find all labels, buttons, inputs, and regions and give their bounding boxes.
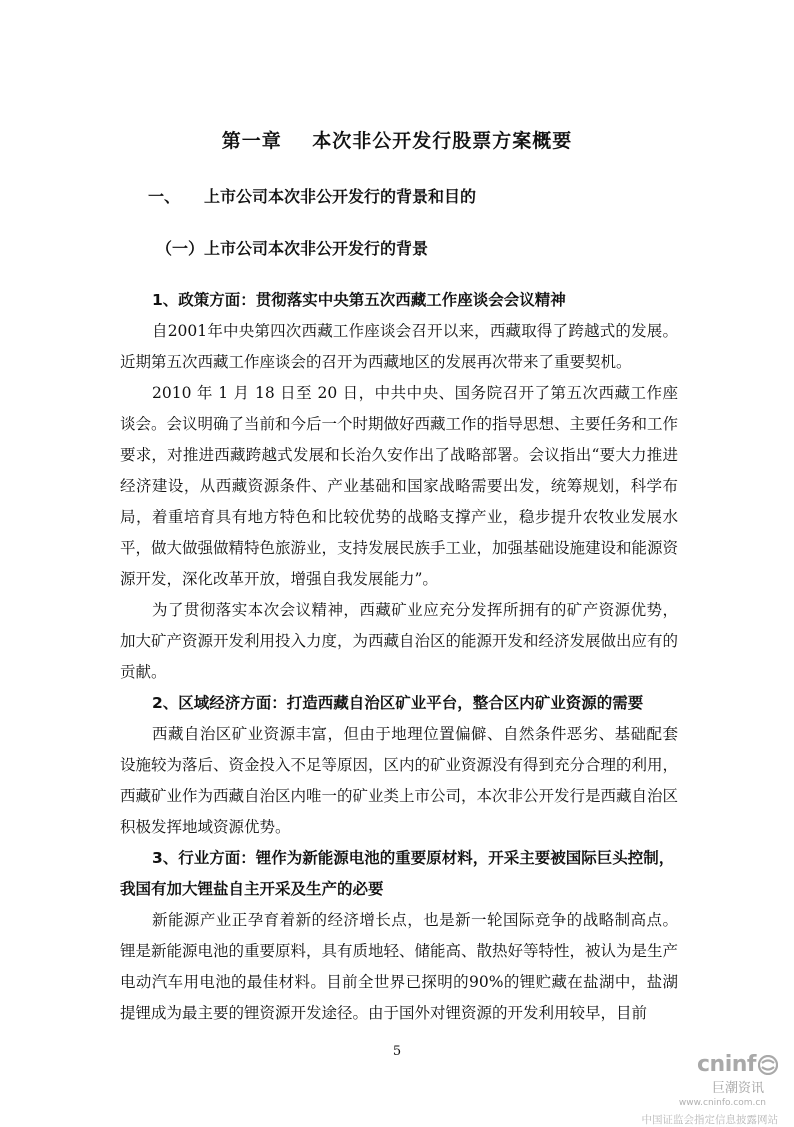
watermark-logo	[697, 1052, 778, 1077]
item3-heading: 3、行业方面：锂作为新能源电池的重要原材料，开采主要被国际巨头控制，我国有加大锂盐自主开采及生产的必要	[120, 849, 675, 898]
watermark-cn-name: 巨潮资讯	[711, 1081, 764, 1096]
cninfo-watermark	[628, 1052, 778, 1127]
item1-heading: 1、政策方面：贯彻落实中央第五次西藏工作座谈会会议精神	[152, 291, 566, 309]
cninfo-swirl-icon	[758, 1055, 778, 1075]
item1-paragraph-2: 2010 年 1 月 18 日至 20 日，中共中央、国务院召开了第五次西藏工作座谈会。会议明确了当前和今后一个时期做好西藏工作的指导思想、主要任务和工作要求，对推进西藏跨越式发展和长治久安作出了战略部署。会议指出“要大力推进经济建设，从西藏资源条件、产业基础和国家战略需要出发，统筹规划，科学布局，着重培育具有地方特色和比较优势的战略支撑产业，稳步提升农牧业发展水平，做大做强做精特色旅游业，支持发展民族手工业，加强基础设施建设和能源资源开发，深化改革开放，增强自我发展能力”。	[120, 384, 679, 588]
item1-paragraph-1: 自2001年中央第四次西藏工作座谈会召开以来，西藏取得了跨越式的发展。近期第五次西藏工作座谈会的召开为西藏地区的发展再次带来了重要契机。	[120, 322, 678, 371]
watermark-logo-text: cninf	[697, 1052, 756, 1077]
watermark-url: www.cninfo.com.cn	[678, 1098, 766, 1108]
subsection-heading: （一）上市公司本次非公开发行的背景	[156, 239, 429, 258]
item2-paragraph-1: 西藏自治区矿业资源丰富，但由于地理位置偏僻、自然条件恶劣、基础配套设施较为落后、资金投入不足等原因，区内的矿业资源没有得到充分合理的利用，西藏矿业作为西藏自治区内唯一的矿业类上市公司，本次非公开发行是西藏自治区积极发挥地域资源优势。	[120, 725, 679, 836]
section-number: 一、	[148, 187, 181, 206]
item2-heading: 2、区域经济方面：打造西藏自治区矿业平台，整合区内矿业资源的需要	[152, 694, 644, 712]
page-number: 5	[392, 1044, 402, 1059]
item3-paragraph-1: 新能源产业正孕育着新的经济增长点，也是新一轮国际竞争的战略制高点。锂是新能源电池的重要原料，具有质地轻、储能高、散热好等特性，被认为是生产电动汽车用电池的最佳材料。目前全世界已探明的90%的锂贮藏在盐湖中，盐湖提锂成为最主要的锂资源开发途径。由于国外对锂资源的开发利用较早，目前	[120, 911, 679, 1022]
section-heading	[148, 184, 476, 207]
section-title: 上市公司本次非公开发行的背景和目的	[204, 187, 477, 206]
item1-paragraph-3: 为了贯彻落实本次会议精神，西藏矿业应充分发挥所拥有的矿产资源优势，加大矿产资源开发利用投入力度，为西藏自治区的能源开发和经济发展做出应有的贡献。	[120, 601, 679, 681]
watermark-org: 中国证监会指定信息披露网站	[641, 1114, 778, 1126]
chapter-title: 第一章 本次非公开发行股票方案概要	[221, 130, 573, 152]
